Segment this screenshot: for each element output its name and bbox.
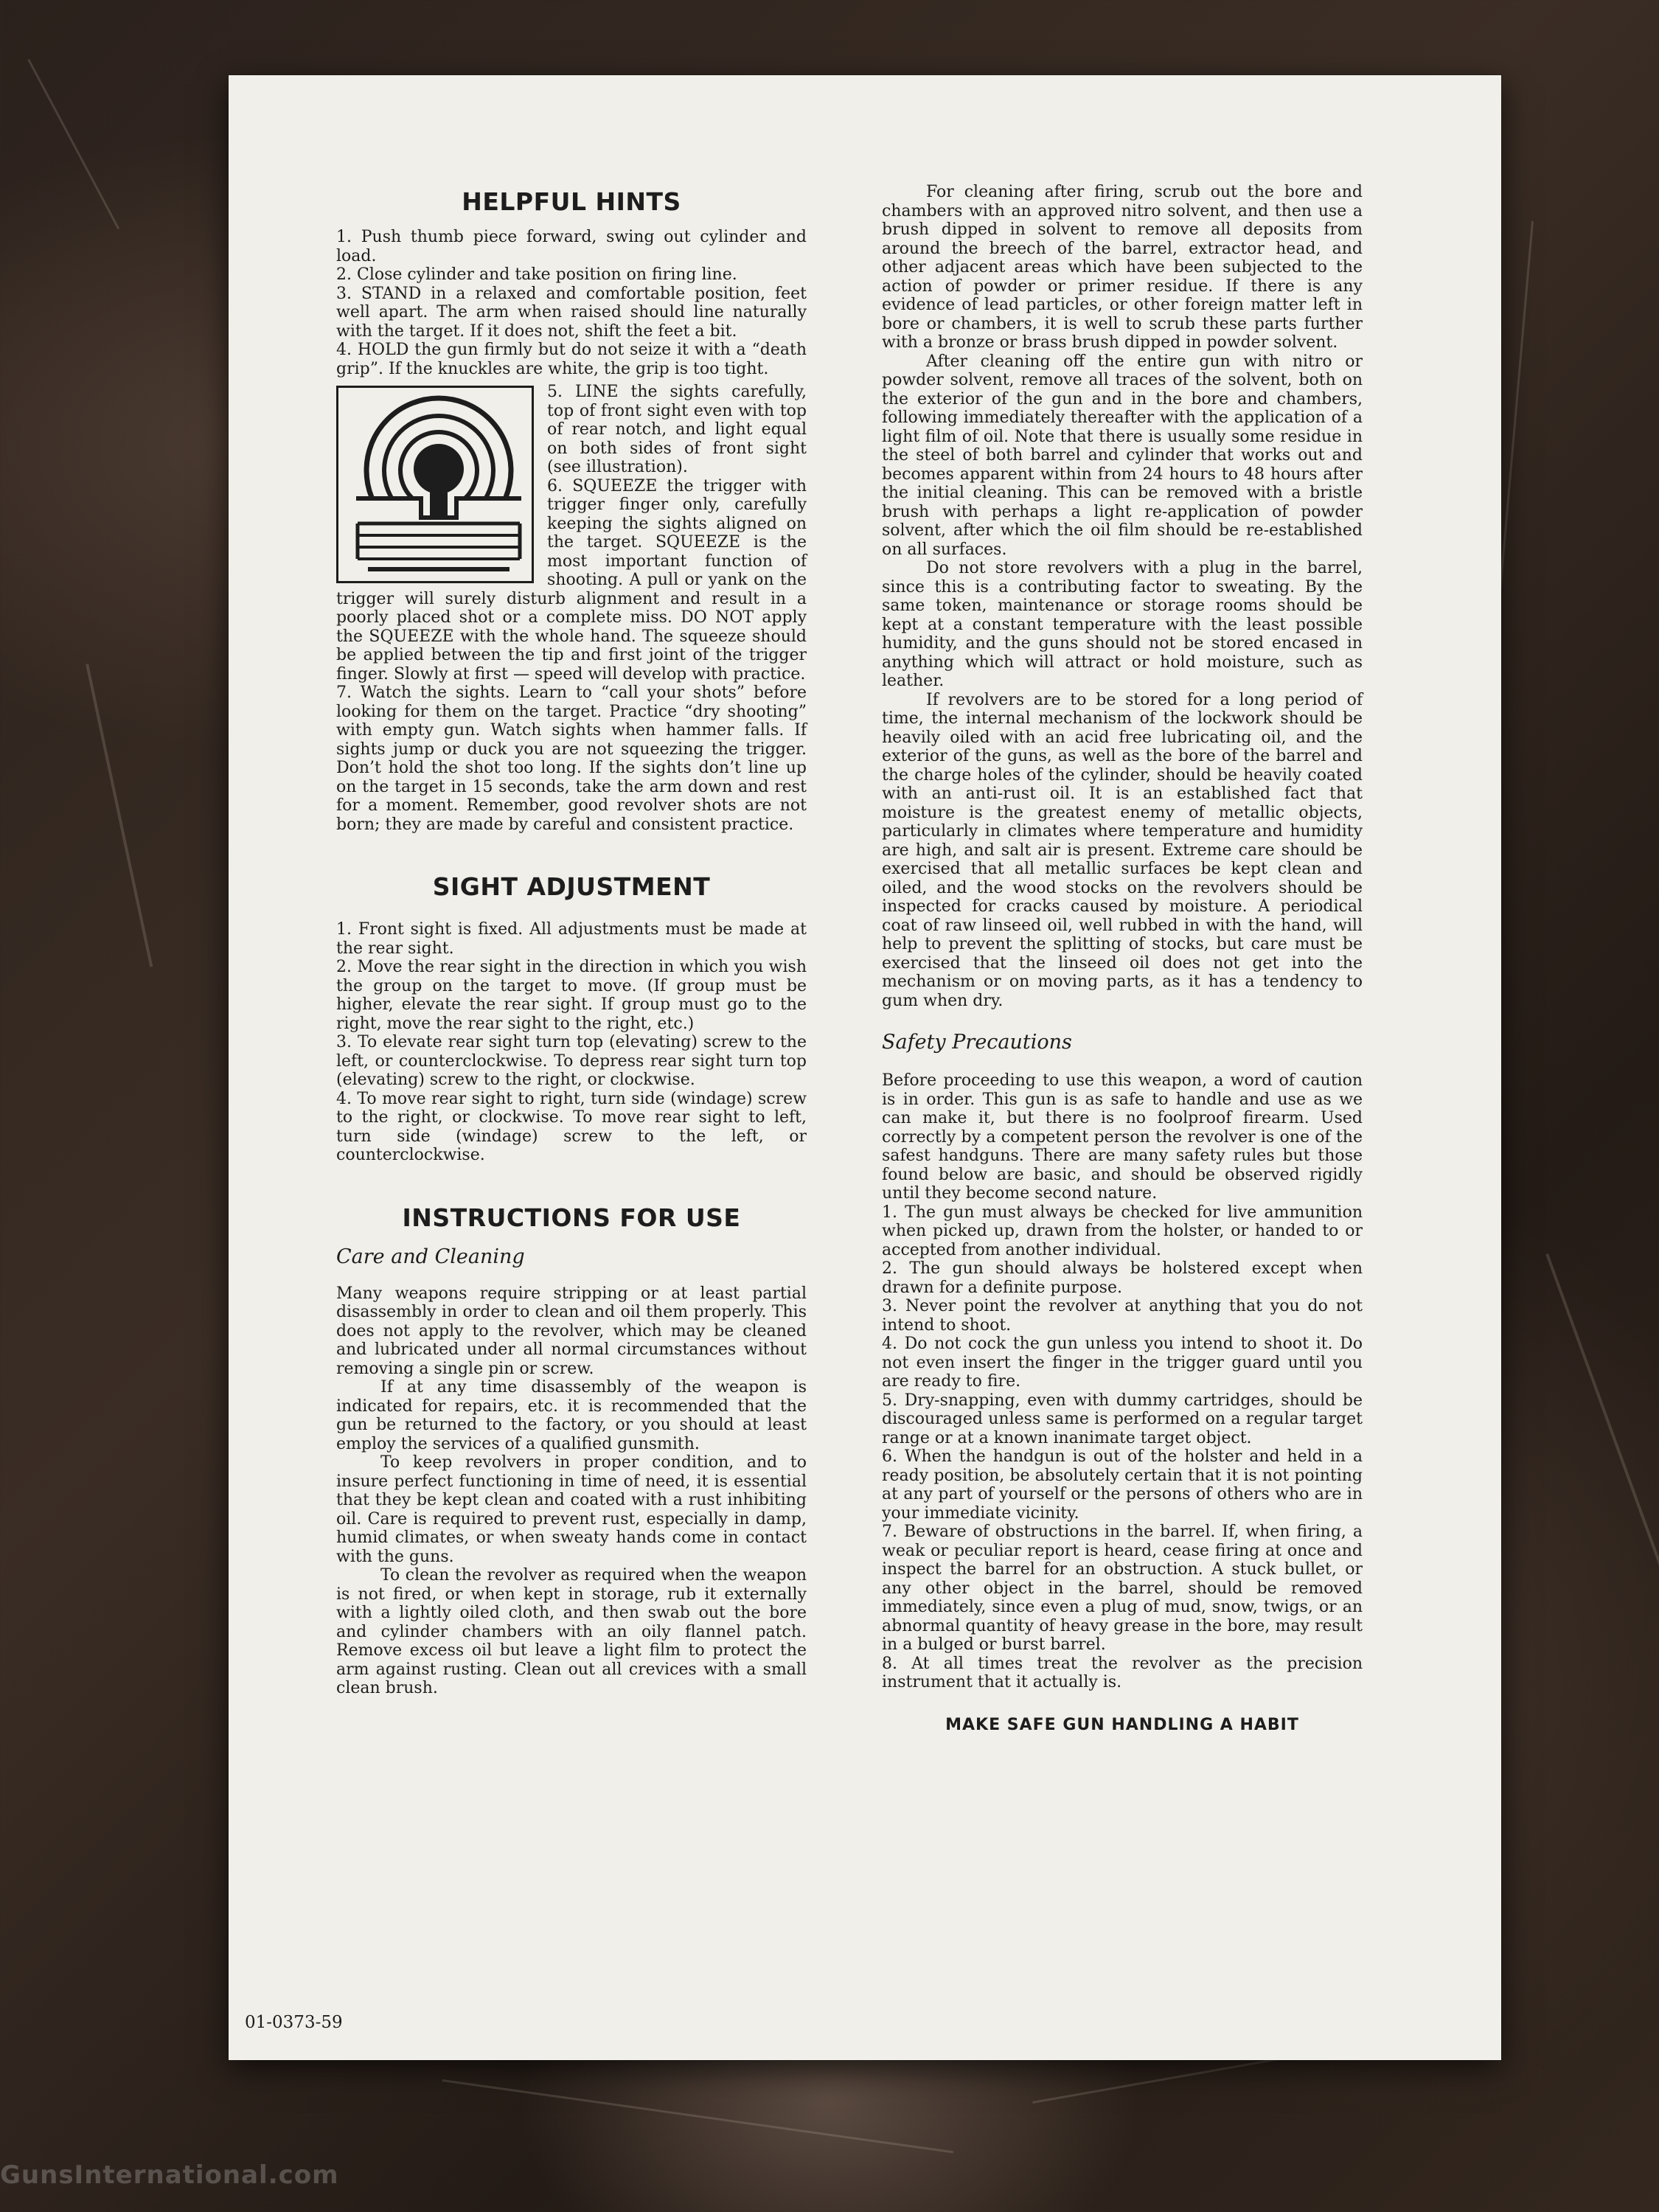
manual-page	[229, 75, 1501, 2060]
hint-item: 2. Close cylinder and take position on firing line.	[336, 265, 737, 284]
safety-item: 8. At all times treat the revolver as the precision instrument that it actually is.	[882, 1654, 1363, 1691]
sight-alignment-illustration	[336, 386, 534, 583]
marble-vein	[86, 664, 153, 967]
sight-adjustment-item: 2. Move the rear sight in the direction in which you wish the group on the target to move. (If group must be higher, elevate the rear sight. If group must go to the right, move the rear sight to the right, etc.)	[336, 958, 807, 1033]
cleaning-paragraph: For cleaning after firing, scrub out the bore and chambers with an approved nitro solvent, and then use a brush dipped in solvent to remove all deposits from around the breech of the barrel, extractor head, and other adjacent areas which have been subjected to the action of powder or primer residue. If there is any evidence of lead particles, or other foreign matter left in bore or chambers, it is well to scrub these parts further with a bronze or brass brush dipped in powder solvent.	[882, 183, 1363, 352]
sight-adjustment-item: 3. To elevate rear sight turn top (elevating) screw to the left, or counterclockwise. To depress rear sight turn top (elevating) screw to the right, or clockwise.	[336, 1033, 807, 1089]
safety-item: 6. When the handgun is out of the holster and held in a ready position, be absolutely certain that it is not pointing at any part of yourself or the persons of others who are in your immediate vicinity.	[882, 1447, 1363, 1523]
instructions-heading: INSTRUCTIONS FOR USE	[402, 1203, 741, 1232]
marble-vein	[442, 2079, 954, 2153]
care-cleaning-subheading: Care and Cleaning	[336, 1245, 525, 1268]
care-paragraph: To keep revolvers in proper condition, and to insure perfect functioning in time of need, it is essential that they be kept clean and coated with a rust inhibiting oil. Care is required to prevent rust, especially in damp, humid climates, or when sweaty hands come in contact with the guns.	[336, 1453, 807, 1566]
hint-item: 6. SQUEEZE the trigger with trigger finger only, carefully keeping the sights aligned on the target. SQUEEZE is the most important function of shooting. A pull or yank on the trigger will surely disturb alignment and result in a poorly placed shot or a complete miss. DO NOT apply the SQUEEZE with the whole hand. The squeeze should be applied between the tip and first joint of the trigger finger. Slowly at first — speed will develop with practice.	[336, 476, 807, 684]
hint-item: 7. Watch the sights. Learn to “call your shots” before looking for them on the target. Practice “dry shooting” with empty gun. Watch sights when hammer falls. If sights jump or duck you are not squeezing the trigger. Don’t hold the shot too long. If the sights don’t line up on the target in 15 seconds, take the arm down and rest for a moment. Remember, good revolver shots are not born; they are made by careful and consistent practice.	[336, 684, 807, 834]
storage-paragraph: Do not store revolvers with a plug in the barrel, since this is a contributing factor to sweating. By the same token, maintenance or storage rooms should be kept at a constant temperature with the least possible humidity, and the guns should not be stored encased in anything which will attract or hold moisture, such as leather.	[882, 559, 1363, 690]
safety-item: 1. The gun must always be checked for live ammunition when picked up, drawn from the holster, or handed to or accepted from another individual.	[882, 1203, 1363, 1259]
safety-item: 4. Do not cock the gun unless you intend to shoot it. Do not even insert the finger in the trigger guard until you are ready to fire.	[882, 1335, 1363, 1391]
care-paragraph: If at any time disassembly of the weapon is indicated for repairs, etc. it is recommended that the gun be returned to the factory, or you should at least employ the services of a qualified gunsmith.	[336, 1378, 807, 1453]
form-number: 01-0373-59	[245, 2013, 343, 2032]
marble-vein	[27, 59, 119, 229]
safety-item: 2. The gun should always be holstered except when drawn for a definite purpose.	[882, 1259, 1363, 1297]
cleaning-paragraph: After cleaning off the entire gun with nitro or powder solvent, remove all traces of the solvent, both on the exterior of the gun and in the bore and chambers, following immediately thereafter with the application of a light film of oil. Note that there is usually some residue in the steel of both barrel and cylinder that works out and becomes apparent within from 24 hours to 48 hours after the initial cleaning. This can be removed with a bristle brush with perhaps a light re-application of powder solvent, after which the oil film should be re-established on all surfaces.	[882, 352, 1363, 559]
watermark-text: GunsInternational.com	[0, 2160, 339, 2190]
safety-item: 5. Dry-snapping, even with dummy cartridges, should be discouraged unless same is performed on a regular target range or at a known inanimate target object.	[882, 1391, 1363, 1447]
hint-item: 5. LINE the sights carefully, top of front sight even with top of rear notch, and light equal on both sides of front sight (see illustration).	[547, 383, 807, 476]
left-column	[336, 187, 807, 1698]
safety-item: 7. Beware of obstructions in the barrel. If, when firing, a weak or peculiar report is heard, cease firing at once and inspect the barrel for an obstruction. A stuck bullet, or any other object in the barrel, should be removed immediately, since even a plug of mud, snow, twigs, or an abnormal quantity of heavy grease in the bore, may result in a bulged or burst barrel.	[882, 1523, 1363, 1654]
safety-precautions-subheading: Safety Precautions	[882, 1031, 1072, 1054]
storage-paragraph: If revolvers are to be stored for a long period of time, the internal mechanism of the lockwork should be heavily oiled with an acid free lubricating oil, and the exterior of the guns, as well as the bore of the barrel and the charge holes of the cylinder, should be heavily coated with an anti-rust oil. It is an established fact that moisture is the greatest enemy of metallic objects, particularly in climates where temperature and humidity are high, and salt air is present. Extreme care should be exercised that all metallic surfaces be kept clean and oiled, and the wood stocks on the revolvers should be inspected for cracks caused by moisture. A periodical coat of raw linseed oil, well rubbed in with the hand, will help to prevent the splitting of stocks, but care must be exercised that the linseed oil does not get into the mechanism or on moving parts, as it has a tendency to gum when dry.	[882, 690, 1363, 1010]
sight-adjustment-heading: SIGHT ADJUSTMENT	[432, 872, 711, 901]
marble-vein	[1545, 1253, 1659, 1601]
right-column	[882, 183, 1363, 1734]
hint-item: 1. Push thumb piece forward, swing out cylinder and load.	[336, 228, 807, 265]
care-paragraph: To clean the revolver as required when the weapon is not fired, or when kept in storage, rub it externally with a lightly oiled cloth, and then swab out the bore and cylinder chambers with an oily flannel patch. Remove excess oil but leave a light film to protect the arm against rusting. Clean out all crevices with a small clean brush.	[336, 1566, 807, 1697]
sight-alignment-block	[336, 383, 807, 684]
safety-item: 3. Never point the revolver at anything that you do not intend to shoot.	[882, 1297, 1363, 1335]
sight-adjustment-item: 1. Front sight is fixed. All adjustments must be made at the rear sight.	[336, 920, 807, 958]
sight-picture-icon	[338, 388, 532, 581]
hint-item: 3. STAND in a relaxed and comfortable position, feet well apart. The arm when raised should line naturally with the target. If it does not, shift the feet a bit.	[336, 284, 807, 341]
care-paragraph: Many weapons require stripping or at least partial disassembly in order to clean and oil them properly. This does not apply to the revolver, which may be cleaned and lubricated under all normal circumstances without removing a single pin or screw.	[336, 1284, 807, 1378]
helpful-hints-heading: HELPFUL HINTS	[462, 187, 681, 216]
safety-slogan: MAKE SAFE GUN HANDLING A HABIT	[945, 1715, 1299, 1734]
hint-item: 4. HOLD the gun firmly but do not seize it with a “death grip”. If the knuckles are white, the grip is too tight.	[336, 341, 807, 378]
sight-adjustment-item: 4. To move rear sight to right, turn side (windage) screw to the right, or clockwise. To move rear sight to left, turn side (windage) screw to the left, or counterclockwise.	[336, 1089, 807, 1164]
safety-intro: Before proceeding to use this weapon, a word of caution is in order. This gun is as safe to handle and use as we can make it, but there is no foolproof firearm. Used correctly by a competent person the revolver is one of the safest handguns. There are many safety rules but those found below are basic, and should be observed rigidly until they become second nature.	[882, 1071, 1363, 1203]
